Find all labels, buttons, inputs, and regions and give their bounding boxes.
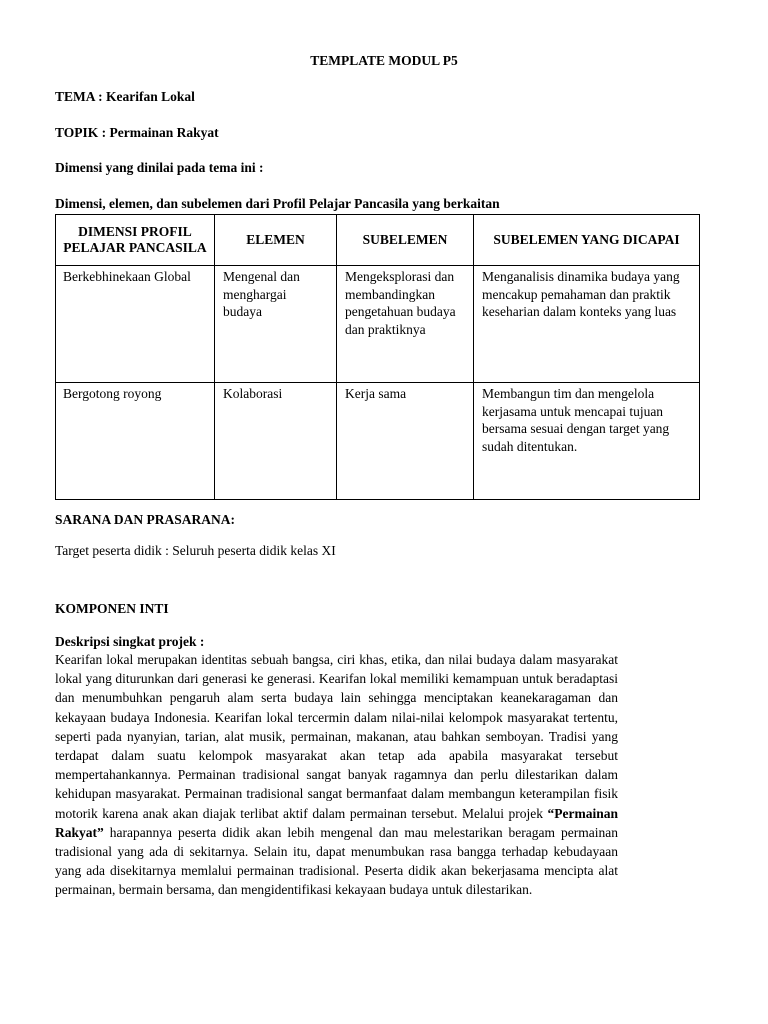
- deskripsi-paragraph: [55, 650, 618, 900]
- deskripsi-heading: Deskripsi singkat projek :: [55, 634, 205, 649]
- table-cell: Bergotong royong: [56, 383, 215, 500]
- sarana-heading: SARANA DAN PRASARANA:: [55, 512, 236, 527]
- table-cell: Berkebhinekaan Global: [56, 266, 215, 383]
- table-cell: Mengeksplorasi dan membandingkan pengetahuan budaya dan praktiknya: [337, 266, 474, 383]
- header-subelemen: SUBELEMEN: [337, 215, 474, 266]
- table-cell: Membangun tim dan mengelola kerjasama untuk mencapai tujuan bersama sesuai dengan target yang sudah ditentukan.: [474, 383, 700, 500]
- project-name: “Permainan Rakyat”: [55, 805, 618, 840]
- table-row: [56, 266, 700, 383]
- header-subelemen-dicapai: SUBELEMEN YANG DICAPAI: [474, 215, 700, 266]
- table-row: [56, 383, 700, 500]
- target-line: Target peserta didik : Seluruh peserta didik kelas XI: [55, 543, 336, 558]
- deskripsi-text: harapannya peserta didik akan lebih mengenal dan mau melestarikan beragam permainan tradisional yang ada di sekitarnya. Selain itu, dapat menumbukan rasa bangga terhadap kebudayaan yang ada disekitarnya memlalui permainan tradisional. Peserta didik akan bekerjasama mencipta alat permainan, bermain bersama, dan mengidentifikasi kekayaan budaya untuk dilestarikan.: [55, 824, 618, 898]
- table-caption: Dimensi, elemen, dan subelemen dari Profil Pelajar Pancasila yang berkaitan: [55, 196, 500, 211]
- dimensi-heading: Dimensi yang dinilai pada tema ini :: [55, 160, 264, 175]
- profil-pelajar-table: [55, 214, 700, 500]
- deskripsi-text: Kearifan lokal merupakan identitas sebuah bangsa, ciri khas, etika, dan nilai budaya dalam masyarakat lokal yang diturunkan dari generasi ke generasi. Kearifan lokal memiliki kemampuan untuk beradaptasi dan menumbuhkan pengaruh alam serta budaya lain sehingga menciptakan keanekaragaman dan kekayaan budaya Indonesia. Kearifan lokal tercermin dalam nilai-nilai kelompok masyarakat tertentu, seperti pada nyanyian, tarian, alat musik, permainan, makanan, atau bahkan semboyan. Tradisi yang terdapat dalam suatu kelompok masyarakat akan tetap ada apabila masyarakat tersebut mempertahankannya. Permainan tradisional sangat banyak ragamnya dan perlu dilestarikan dalam kehidupan masyarakat. Permainan tradisional sangat bermanfaat dalam membangun keterampilan fisik motorik karena anak akan diajak terlibat aktif dalam permainan tersebut. Melalui projek: [55, 652, 618, 821]
- komponen-heading: KOMPONEN INTI: [55, 601, 169, 616]
- table-cell: Kerja sama: [337, 383, 474, 500]
- document-title: TEMPLATE MODUL P5: [310, 53, 458, 68]
- table-cell: Menganalisis dinamika budaya yang mencakup pemahaman dan praktik keseharian dalam konteks yang luas: [474, 266, 700, 383]
- header-dimensi: DIMENSI PROFIL PELAJAR PANCASILA: [56, 215, 215, 266]
- tema-line: TEMA : Kearifan Lokal: [55, 89, 195, 104]
- header-elemen: ELEMEN: [215, 215, 337, 266]
- table-cell: Kolaborasi: [215, 383, 337, 500]
- table-cell: Mengenal dan menghargai budaya: [215, 266, 337, 383]
- table-header-row: [56, 215, 700, 266]
- topik-line: TOPIK : Permainan Rakyat: [55, 125, 219, 140]
